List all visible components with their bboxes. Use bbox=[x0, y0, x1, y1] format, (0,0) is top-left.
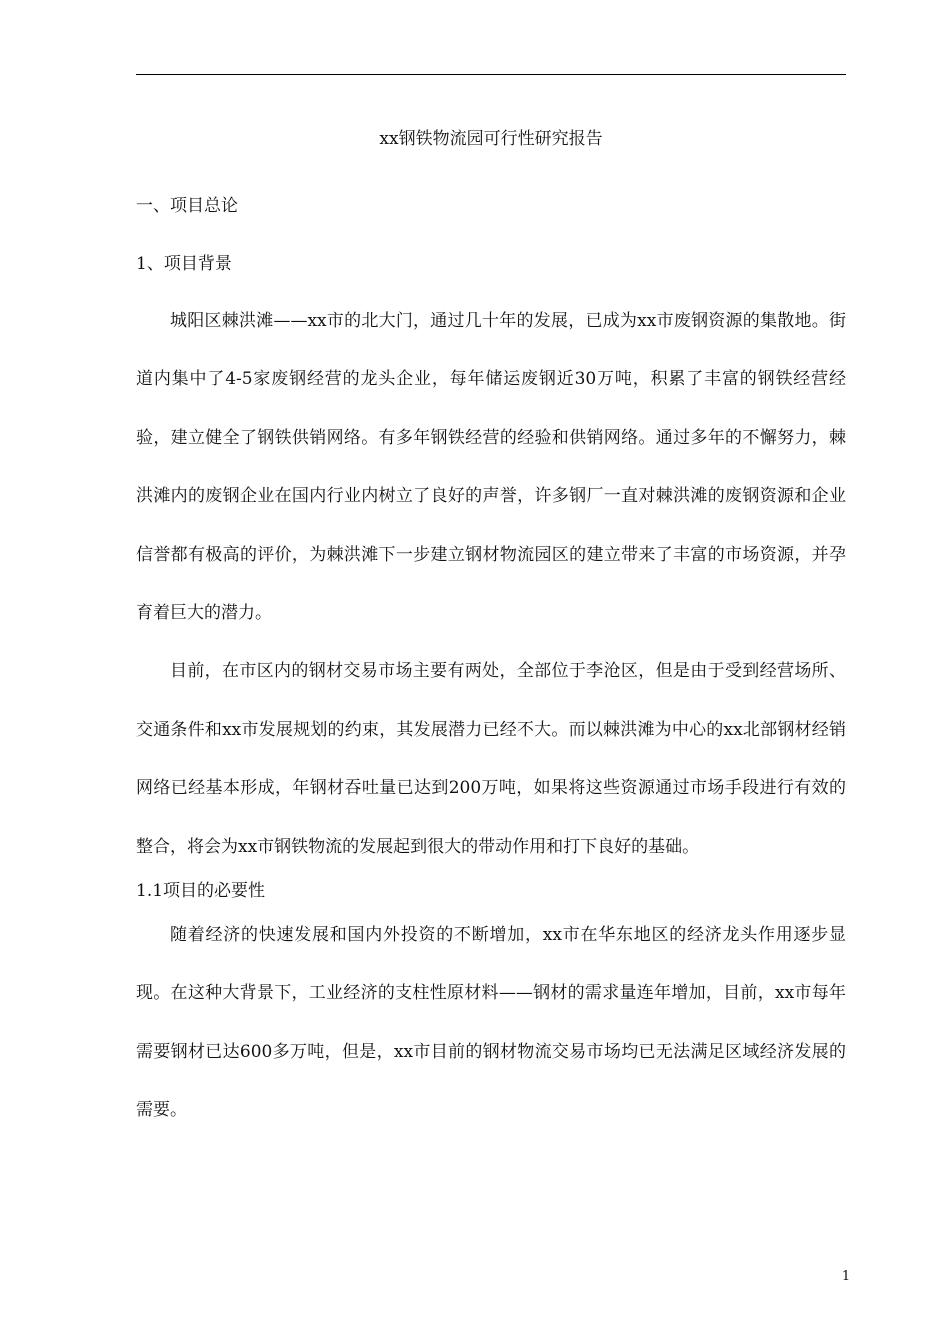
document-body bbox=[136, 124, 846, 1140]
section-heading: 一、项目总论 bbox=[136, 196, 238, 216]
paragraph-background-2: 目前，在市区内的钢材交易市场主要有两处，全部位于李沧区，但是由于受到经营场所、交通条件和xx市发展规划的约束，其发展潜力已经不大。而以棘洪滩为中心的xx北部钢材经销网络已经基本形成，年钢材吞吐量已达到200万吨，如果将这些资源通过市场手段进行有效的整合，将会为xx市钢铁物流的发展起到很大的带动作用和打下良好的基础。 bbox=[136, 661, 846, 857]
page-number: 1 bbox=[841, 1269, 851, 1284]
subsection-heading: 1、项目背景 bbox=[136, 254, 232, 274]
paragraph-background-1: 城阳区棘洪滩——xx市的北大门，通过几十年的发展，已成为xx市废钢资源的集散地。街道内集中了4-5家废钢经营的龙头企业，每年储运废钢近30万吨，积累了丰富的钢铁经营经验，建立健全了钢铁供销网络。有多年钢铁经营的经验和供销网络。通过多年的不懈努力，棘洪滩内的废钢企业在国内行业内树立了良好的声誉，许多钢厂一直对棘洪滩的废钢资源和企业信誉都有极高的评价，为棘洪滩下一步建立钢材物流园区的建立带来了丰富的市场资源，并孕育着巨大的潜力。 bbox=[136, 311, 846, 624]
document-title: xx钢铁物流园可行性研究报告 bbox=[379, 129, 603, 149]
paragraph-necessity-1: 随着经济的快速发展和国内外投资的不断增加，xx市在华东地区的经济龙头作用逐步显现。在这种大背景下，工业经济的支柱性原材料——钢材的需求量连年增加，目前，xx市每年需要钢材已达600多万吨，但是，xx市目前的钢材物流交易市场均已无法满足区域经济发展的需要。 bbox=[136, 925, 846, 1121]
subsubsection-heading: 1.1项目的必要性 bbox=[136, 881, 266, 902]
header-rule bbox=[136, 74, 846, 75]
